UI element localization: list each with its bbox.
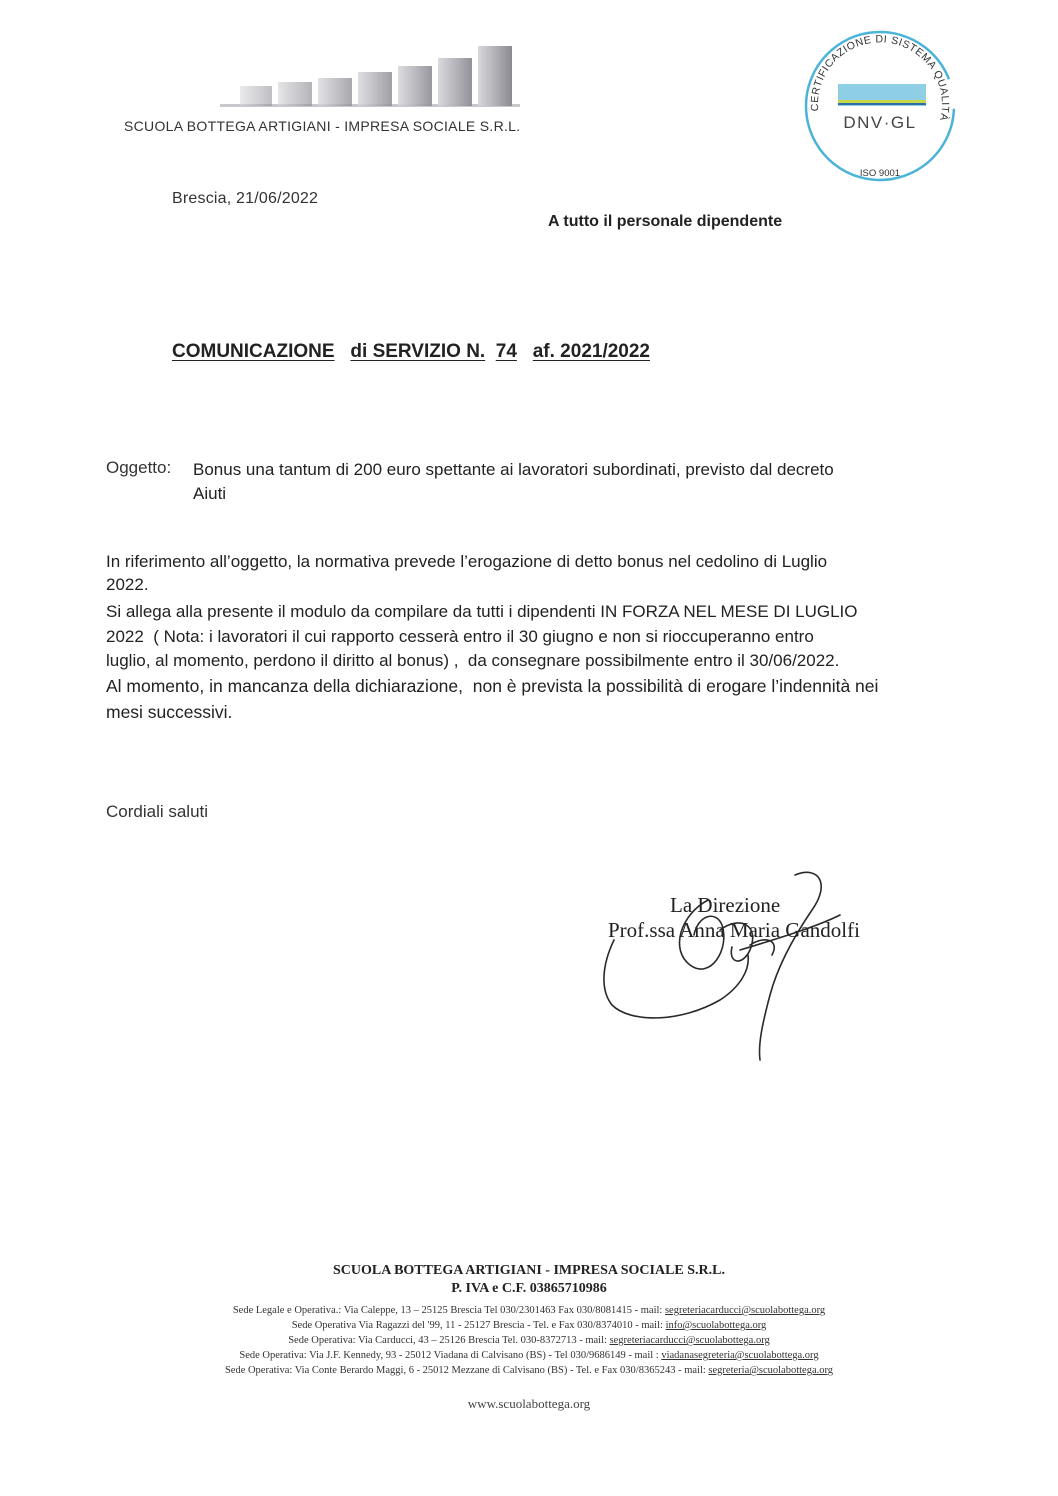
paragraph2-line2: 2022 ( Nota: i lavoratori il cui rapporto cesserà entro il 30 giugno e non si rioccuperanno entro — [106, 627, 814, 646]
footer-vat: P. IVA e C.F. 03865710986 — [451, 1281, 607, 1296]
title-part3: af. 2021/2022 — [532, 341, 650, 362]
subject-line1: Bonus una tantum di 200 euro spettante ai lavoratori subordinati, previsto dal decreto — [193, 460, 834, 479]
svg-text:CERTIFICAZIONE DI SISTEMA QUAL — [809, 33, 951, 122]
paragraph2-line5: mesi successivi. — [106, 702, 233, 722]
paragraph2-line1: Si allega alla presente il modulo da compilare da tutti i dipendenti IN FORZA NEL MESE DI LUGLIO — [106, 602, 858, 621]
seal-standard: ISO 9001 — [859, 168, 901, 179]
handwritten-signature — [590, 855, 850, 1065]
recipient: A tutto il personale dipendente — [548, 213, 783, 230]
footer-site-2 — [0, 1318, 1058, 1333]
footer-site-3 — [0, 1333, 1058, 1348]
footer-site-1-email[interactable]: segreteriacarducci@scuolabottega.org — [664, 1305, 826, 1316]
title-number: 74 — [495, 341, 517, 362]
footer-site-1-text: Sede Legale e Operativa.: Via Caleppe, 13 – 25125 Brescia Tel 030/2301463 Fax 030/8081415 - mail: — [232, 1305, 665, 1316]
footer-site-5-text: Sede Operativa: Via Conte Berardo Maggi, 6 - 25012 Mezzane di Calvisano (BS) - Tel. e Fax 030/8365243 - mail: — [224, 1365, 709, 1376]
school-name-header: SCUOLA BOTTEGA ARTIGIANI - IMPRESA SOCIALE S.R.L. — [124, 118, 521, 134]
signature-name: Prof.ssa Anna Maria Gandolfi — [608, 918, 860, 942]
paragraph1-line1: In riferimento all’oggetto, la normativa prevede l’erogazione di detto bonus nel cedolino di Luglio — [106, 552, 828, 571]
footer-website[interactable]: www.scuolabottega.org — [467, 1396, 591, 1411]
title-part1: COMUNICAZIONE — [172, 341, 335, 362]
closing: Cordiali saluti — [106, 802, 209, 821]
place-date: Brescia, 21/06/2022 — [172, 190, 319, 207]
paragraph1-line2: 2022. — [106, 575, 149, 594]
signature-role: La Direzione — [670, 893, 781, 917]
footer-site-3-email[interactable]: segreteriacarducci@scuolabottega.org — [609, 1335, 770, 1346]
logo-bars — [220, 42, 520, 110]
footer-company: SCUOLA BOTTEGA ARTIGIANI - IMPRESA SOCIALE S.R.L. — [333, 1263, 725, 1278]
footer-site-2-text: Sede Operativa Via Ragazzi del '99, 11 - 25127 Brescia - Tel. e Fax 030/8374010 - mail: — [291, 1320, 666, 1331]
footer-site-5-email[interactable]: segreteria@scuolabottega.org — [708, 1365, 834, 1376]
subject-text — [193, 458, 983, 506]
footer-site-4-text: Sede Operativa: Via J.F. Kennedy, 93 - 25012 Viadana di Calvisano (BS) - Tel 030/9686149 - mail : — [239, 1350, 662, 1361]
seal-brand: DNV·GL — [843, 113, 917, 132]
paragraph2-line3: luglio, al momento, perdono il diritto al bonus) , da consegnare possibilmente entro il 30/06/2022. — [106, 651, 840, 670]
subject-label: Oggetto: — [106, 458, 172, 477]
footer-site-3-text: Sede Operativa: Via Carducci, 43 – 25126 Brescia Tel. 030-8372713 - mail: — [288, 1335, 610, 1346]
footer-site-4-email[interactable]: viadanasegreteria@scuolabottega.org — [661, 1350, 819, 1361]
subject-line2: Aiuti — [193, 484, 227, 503]
footer-site-2-email[interactable]: info@scuolabottega.org — [665, 1320, 767, 1331]
paragraph2-line4: Al momento, in mancanza della dichiarazione, non è prevista la possibilità di erogare l’indennità nei — [106, 676, 879, 696]
footer-site-5 — [0, 1363, 1058, 1378]
document-title — [172, 341, 650, 363]
footer-site-4 — [0, 1348, 1058, 1363]
title-part2: di SERVIZIO N. — [350, 341, 486, 362]
seal-arc-text: CERTIFICAZIONE DI SISTEMA QUALITÀ — [808, 33, 952, 123]
footer-site-1 — [0, 1303, 1058, 1318]
certification-seal — [802, 28, 958, 184]
